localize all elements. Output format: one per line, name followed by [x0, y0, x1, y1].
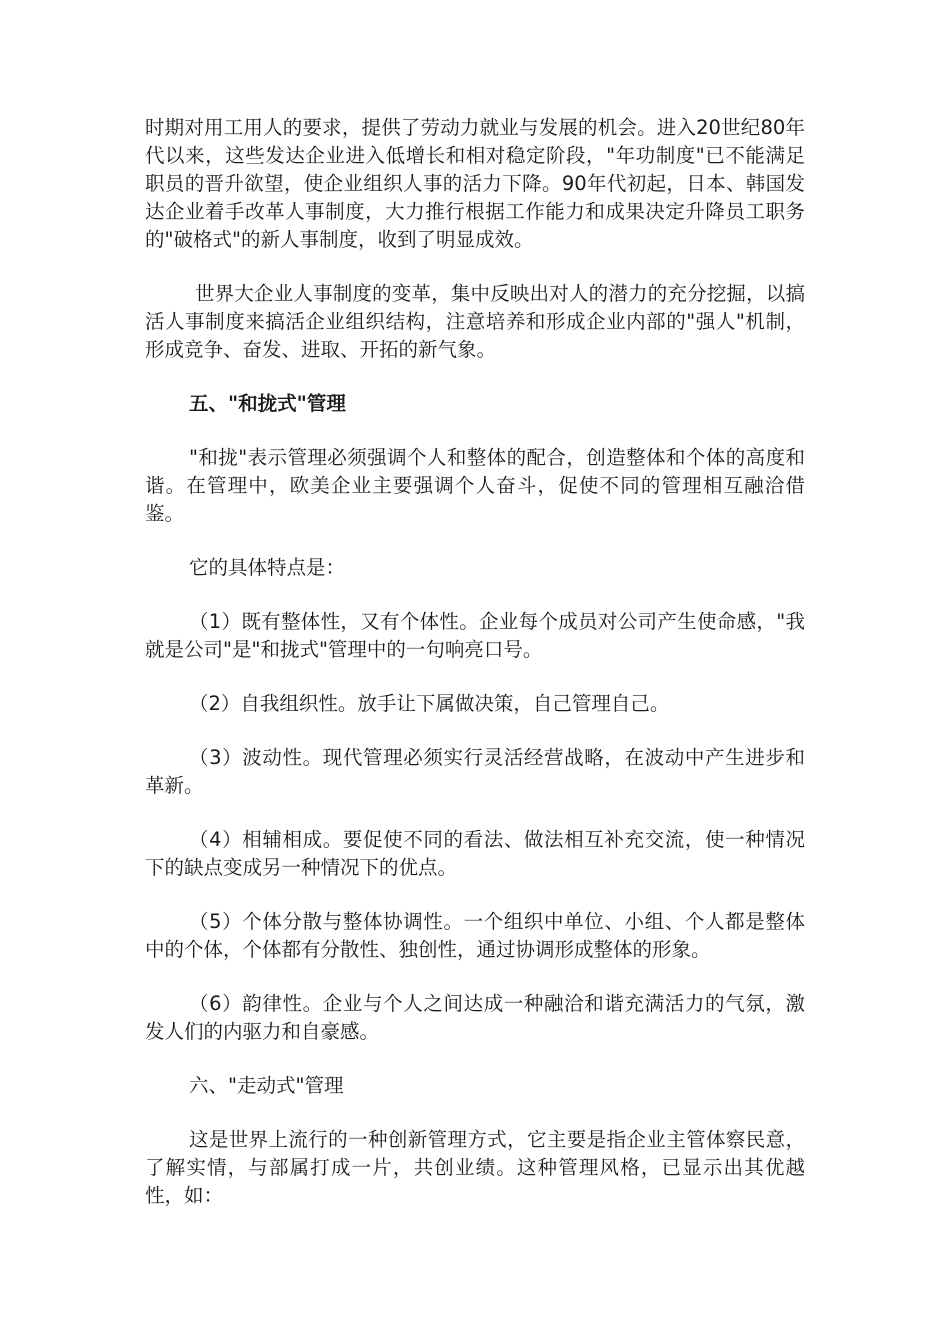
feature-item-4: （4）相辅相成。要促使不同的看法、做法相互补充交流，使一种情况下的缺点变成另一种情况下的优点。 — [145, 828, 805, 879]
feature-item-6: （6）韵律性。企业与个人之间达成一种融洽和谐充满活力的气氛，激发人们的内驱力和自豪感。 — [145, 992, 805, 1043]
section-heading-5: 五、"和拢式"管理 — [189, 392, 346, 415]
paragraph-intro: 时期对用工用人的要求，提供了劳动力就业与发展的机会。进入20世纪80年代以来，这些发达企业进入低增长和相对稳定阶段，"年功制度"已不能满足职员的晋升欲望，使企业组织人事的活力下降。90年代初起，日本、韩国发达企业着手改革人事制度，大力推行根据工作能力和成果决定升降员工职务的"破格式"的新人事制度，收到了明显成效。 — [145, 116, 805, 251]
paragraph-helong: "和拢"表示管理必须强调个人和整体的配合，创造整体和个体的高度和谐。在管理中，欧美企业主要强调个人奋斗，促使不同的管理相互融洽借鉴。 — [145, 446, 805, 525]
feature-item-1: （1）既有整体性，又有个体性。企业每个成员对公司产生使命感，"我就是公司"是"和拢式"管理中的一句响亮口号。 — [145, 610, 805, 661]
paragraph-zoudong: 这是世界上流行的一种创新管理方式，它主要是指企业主管体察民意，了解实情，与部属打成一片，共创业绩。这种管理风格，已显示出其优越性，如： — [145, 1128, 805, 1207]
document-page — [145, 114, 805, 1236]
feature-item-3: （3）波动性。现代管理必须实行灵活经营战略，在波动中产生进步和革新。 — [145, 746, 805, 797]
section-heading-6: 六、"走动式"管理 — [189, 1074, 344, 1097]
paragraph-features-intro: 它的具体特点是： — [189, 556, 346, 579]
feature-item-2: （2）自我组织性。放手让下属做决策，自己管理自己。 — [189, 692, 670, 715]
paragraph-reform: 世界大企业人事制度的变革，集中反映出对人的潜力的充分挖掘，以搞活人事制度来搞活企业组织结构，注意培养和形成企业内部的"强人"机制，形成竞争、奋发、进取、开拓的新气象。 — [145, 282, 805, 361]
feature-item-5: （5）个体分散与整体协调性。一个组织中单位、小组、个人都是整体中的个体，个体都有分散性、独创性，通过协调形成整体的形象。 — [145, 910, 805, 961]
